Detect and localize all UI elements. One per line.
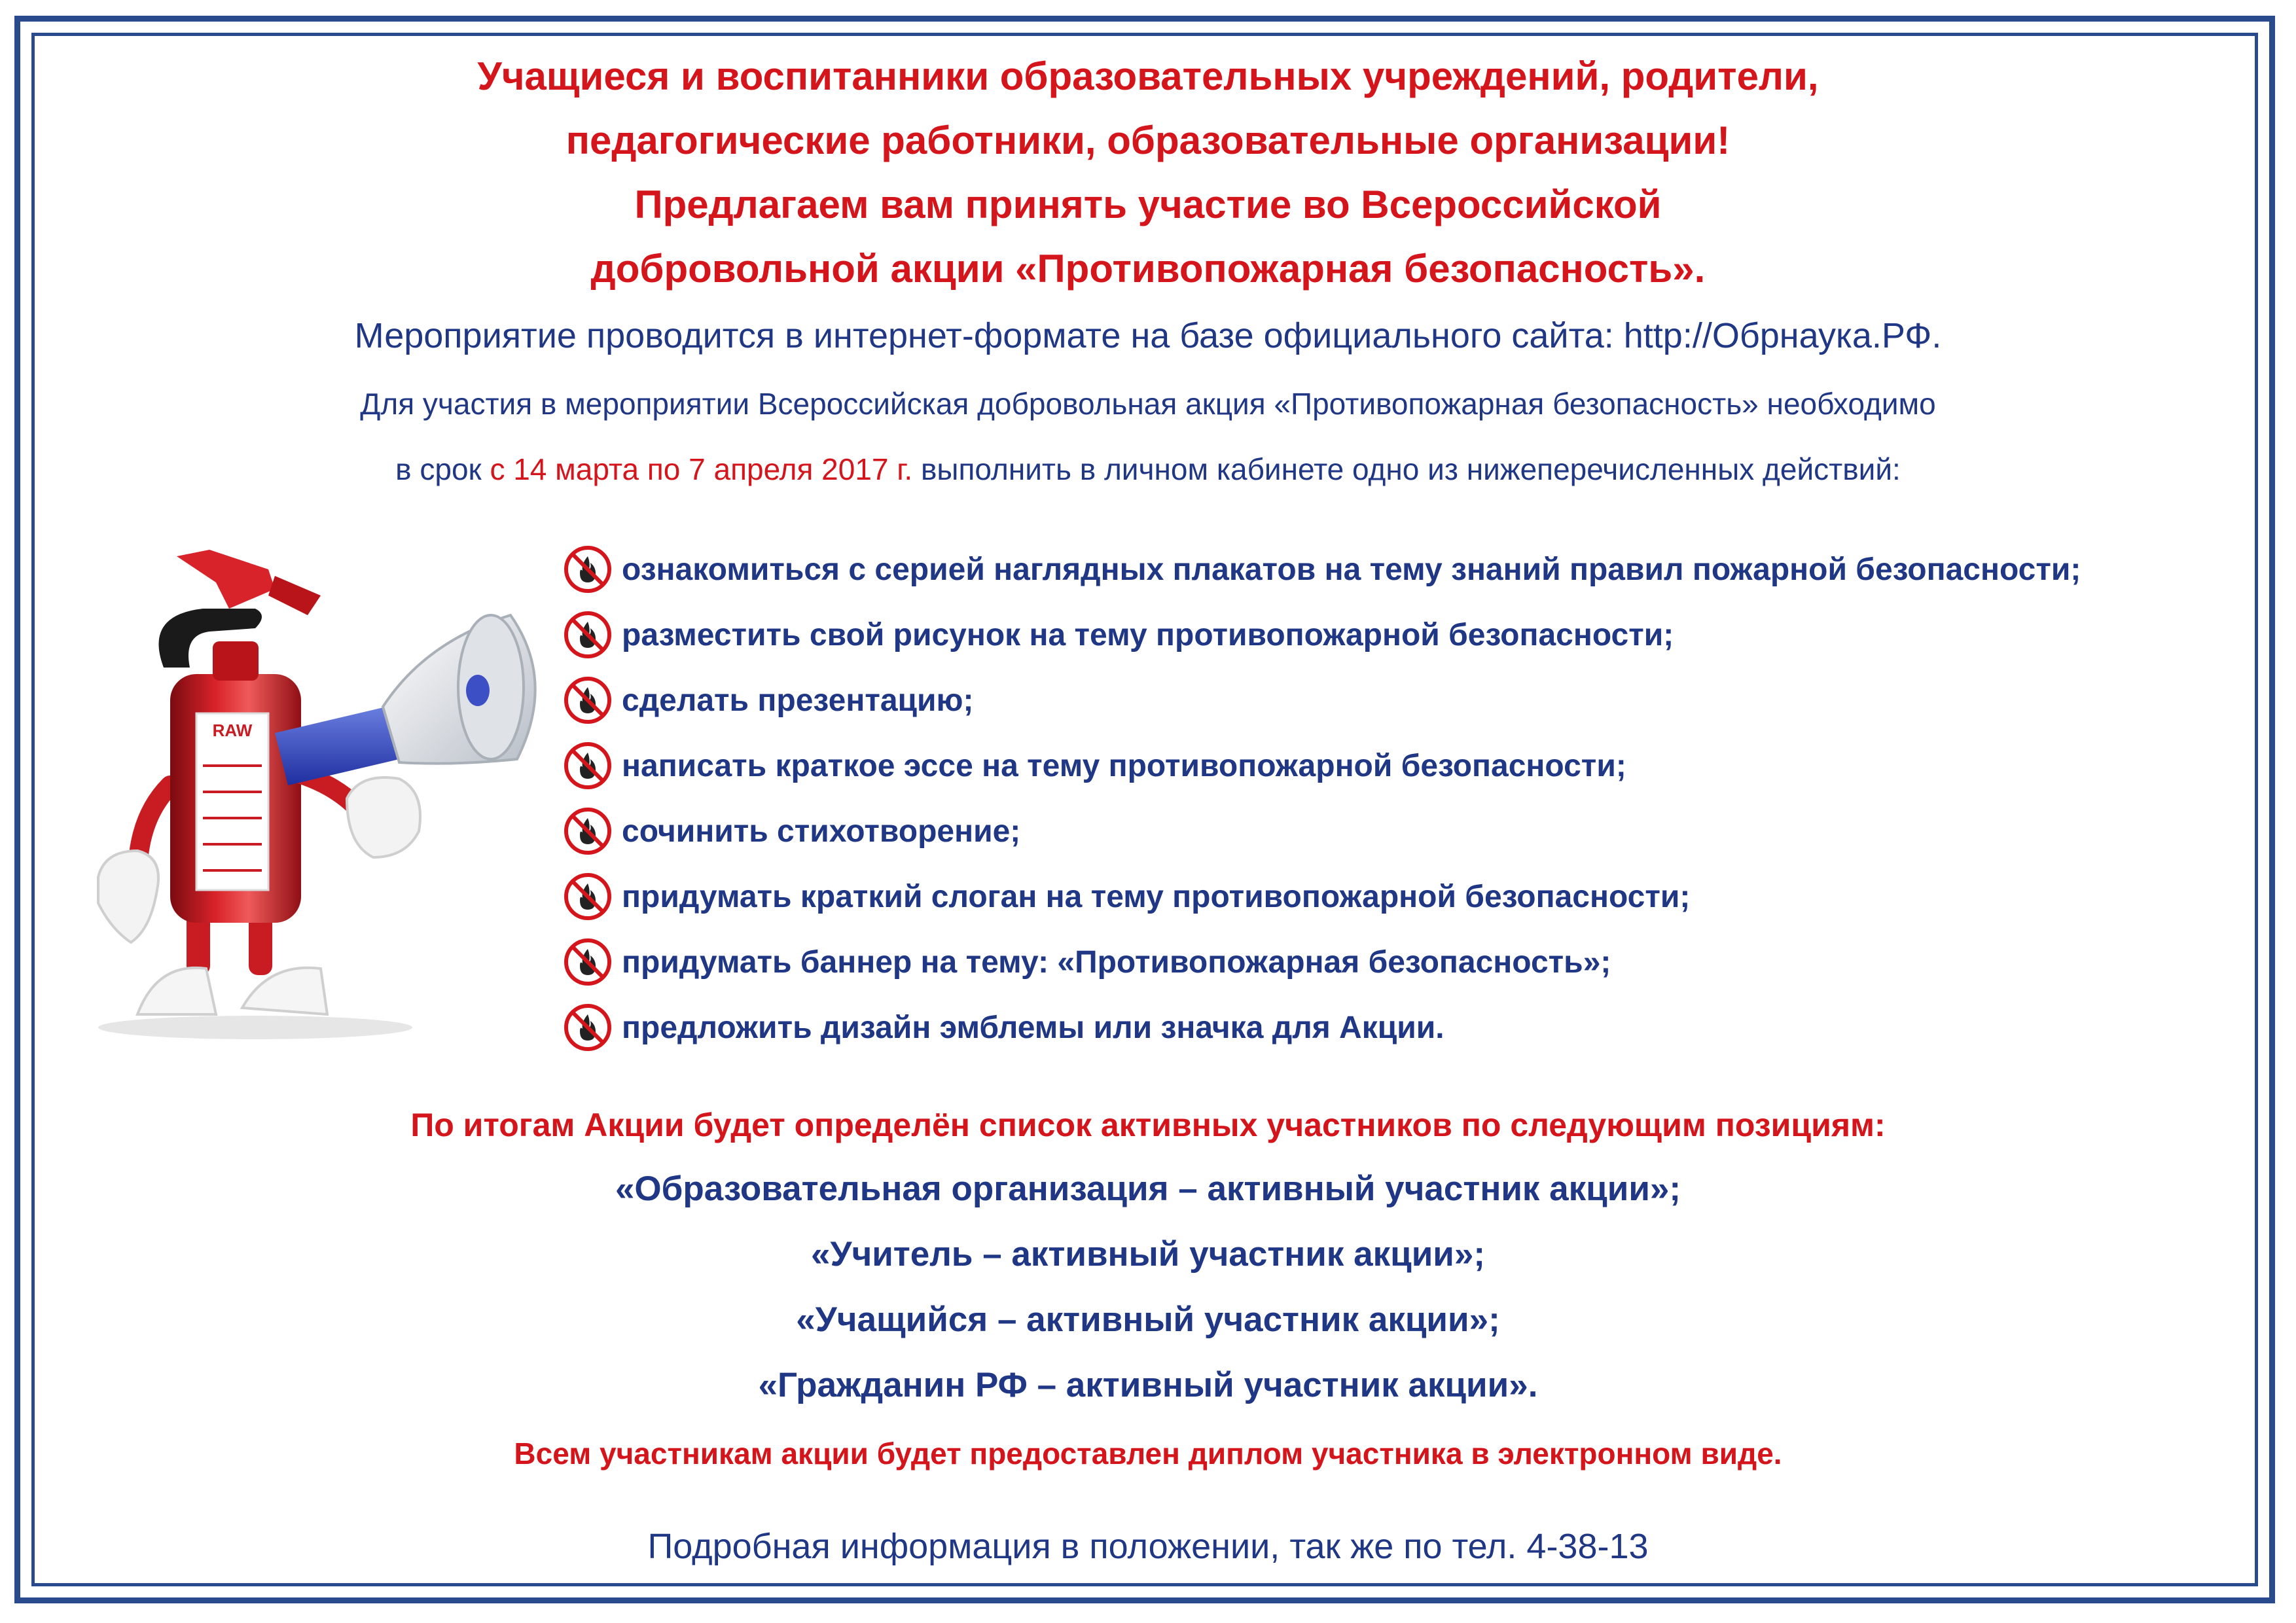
category-citizen: «Гражданин РФ – активный участник акции». (758, 1366, 1538, 1404)
action-text: сочинить стихотворение; (622, 813, 1021, 849)
list-item (563, 995, 2081, 1060)
diploma-note: Всем участникам акции будет предоставлен диплом участника в электронном виде. (514, 1436, 1782, 1471)
action-text: придумать краткий слоган на тему противопожарной безопасности; (622, 879, 1691, 914)
deadline-dates: с 14 марта по 7 апреля 2017 г. (490, 452, 913, 486)
deadline-suffix: выполнить в личном кабинете одно из нижеперечисленных действий: (912, 452, 1901, 486)
action-text: предложить дизайн эмблемы или значка для Акции. (622, 1010, 1444, 1045)
footer-info: Подробная информация в положении, так же по тел. 4-38-13 (647, 1527, 1649, 1566)
list-item (563, 602, 2081, 668)
fire-extinguisher-megaphone-icon (59, 510, 556, 1047)
deadline-line (0, 452, 2296, 487)
mascot-label: RAW (212, 721, 253, 740)
action-text: сделать презентацию; (622, 683, 974, 718)
no-fire-icon (563, 675, 613, 725)
category-student: «Учащийся – активный участник акции»; (796, 1300, 1500, 1339)
site-info-line: Мероприятие проводится в интернет-формате на базе официального сайта: http://Обрнаука.РФ. (354, 316, 1942, 355)
header-line-3: Предлагаем вам принять участие во Всероссийской (634, 183, 1662, 226)
deadline-prefix: в срок (395, 452, 490, 486)
header-line-1: Учащиеся и воспитанники образовательных учреждений, родители, (477, 54, 1819, 98)
no-fire-icon (563, 741, 613, 791)
list-item (563, 733, 2081, 798)
no-fire-icon (563, 1003, 613, 1052)
category-teacher: «Учитель – активный участник акции»; (811, 1235, 1485, 1274)
list-item (563, 864, 2081, 929)
no-fire-icon (563, 610, 613, 660)
no-fire-icon (563, 806, 613, 856)
action-text: написать краткое эссе на тему противопожарной безопасности; (622, 748, 1626, 783)
results-heading: По итогам Акции будет определён список активных участников по следующим позициям: (410, 1107, 1886, 1143)
actions-list (563, 537, 2081, 1060)
action-text: придумать баннер на тему: «Противопожарная безопасность»; (622, 944, 1611, 980)
action-text: разместить свой рисунок на тему противопожарной безопасности; (622, 617, 1674, 652)
list-item (563, 798, 2081, 864)
list-item (563, 929, 2081, 995)
header-line-2: педагогические работники, образовательные организации! (565, 118, 1731, 162)
no-fire-icon (563, 872, 613, 921)
participation-line: Для участия в мероприятии Всероссийская добровольная акция «Противопожарная безопасность» необходимо (360, 387, 1936, 421)
category-organization: «Образовательная организация – активный участник акции»; (615, 1169, 1681, 1208)
no-fire-icon (563, 544, 613, 594)
header-line-4: добровольной акции «Противопожарная безопасность». (590, 247, 1706, 291)
list-item (563, 668, 2081, 733)
list-item (563, 537, 2081, 602)
no-fire-icon (563, 937, 613, 987)
action-text: ознакомиться с серией наглядных плакатов на тему знаний правил пожарной безопасности; (622, 552, 2081, 587)
